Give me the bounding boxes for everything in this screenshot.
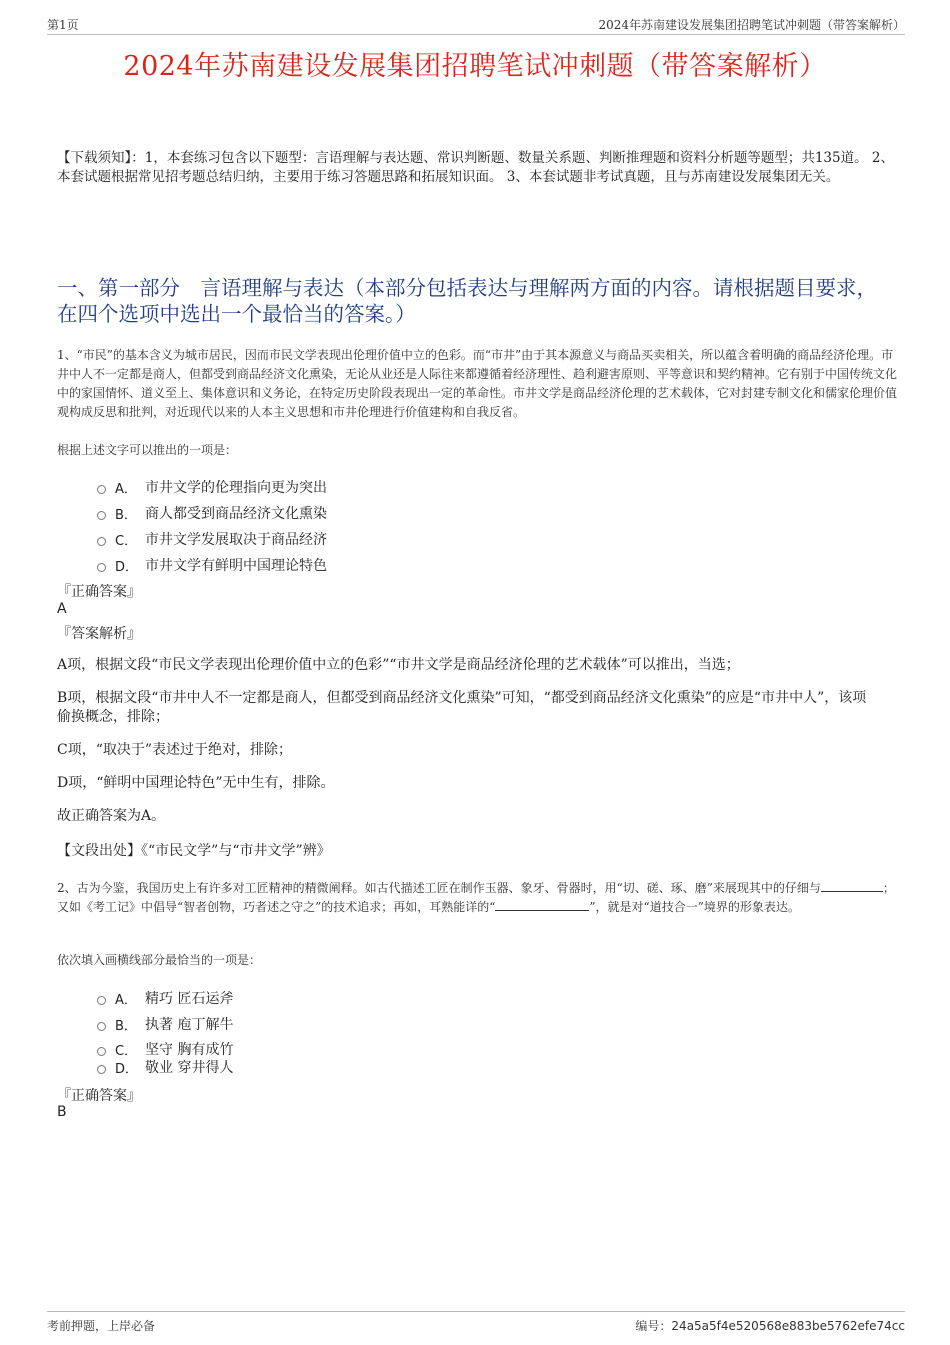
option-letter: A． [115,481,137,497]
header-doc-title: 2024年苏南建设发展集团招聘笔试冲刺题（带答案解析） [598,18,905,32]
option-letter: C． [115,1043,138,1059]
radio-icon[interactable] [97,1022,106,1031]
option-text: 市井文学发展取决于商品经济 [145,532,327,548]
section-heading: 一、第一部分 言语理解与表达（本部分包括表达与理解两方面的内容。请根据题目要求，在四个选项中选出一个最恰当的答案。） [57,276,877,326]
download-notice: 【下载须知】：1，本套练习包含以下题型：言语理解与表达题、常识判断题、数量关系题、判断推理题和资料分析题等题型；共135道。 2、本套试题根据常见招考题总结归纳，主要用于练习答题思路和拓展知识面。 3、本套试题非考试真题，且与苏南建设发展集团无关。 [57,150,894,185]
option-text: 坚守 胸有成竹 [145,1042,234,1058]
q1-option-b[interactable] [97,503,327,523]
page-number: 第1页 [47,18,79,32]
q1-analysis-conclusion: 故正确答案为A。 [57,808,166,824]
option-letter: B． [115,1018,137,1034]
q1-analysis-c: C项，“取决于”表述过于绝对，排除； [57,742,293,758]
option-letter: D． [115,559,139,575]
radio-icon[interactable] [97,1047,106,1056]
q2-stem-part3: ”，就是对“道技合一”境界的形象表达。 [589,900,800,914]
question-1-lead: 根据上述文字可以推出的一项是： [57,443,238,457]
q1-option-a[interactable] [97,477,327,497]
option-letter: B． [115,507,137,523]
question-1-stem: 1、“市民”的基本含义为城市居民，因而市民文学表现出伦理价值中立的色彩。而“市井”由于其本源意义与商品买卖相关，所以蕴含着明确的商品经济伦理。市井中人不一定都是商人，但都受到商品经济文化熏染，无论从业还是人际往来都遵循着经济理性、趋利避害原则、平等意识和契约精神。它有别于中国传统文化中的家国情怀、道义至上、集体意识和义务论，在特定历史阶段表现出一定的革命性。市井文学是商品经济伦理的艺术载体，它对封建专制文化和儒家伦理价值观构成反思和批判，对近现代以来的人本主义思想和市井伦理进行价值建构和自我反省。 [57,348,898,419]
q2-option-b[interactable] [97,1014,233,1034]
radio-icon[interactable] [97,511,106,520]
q1-answer: A [57,601,67,617]
q1-analysis-b: B项，根据文段“市井中人不一定都是商人，但都受到商品经济文化熏染”可知，“都受到商品经济文化熏染”的应是“市井中人”，该项偷换概念，排除； [57,690,867,725]
q1-source: 【文段出处】《“市民文学”与“市井文学”辨》 [57,843,331,859]
option-letter: D． [115,1061,139,1077]
option-text: 执著 庖丁解牛 [145,1017,234,1033]
radio-icon[interactable] [97,996,106,1005]
radio-icon[interactable] [97,537,106,546]
q1-analysis-label: 『答案解析』 [57,626,141,642]
question-2-lead: 依次填入画横线部分最恰当的一项是： [57,953,262,967]
option-letter: C． [115,533,138,549]
q1-analysis-d: D项，“鲜明中国理论特色”无中生有，排除。 [57,775,335,791]
page-header [47,14,905,35]
q1-option-c[interactable] [97,529,327,549]
footer-code-block [635,1317,905,1334]
radio-icon[interactable] [97,485,106,494]
q2-answer: B [57,1104,67,1120]
page-footer [47,1311,905,1336]
footer-code: 24a5a5f4e520568e883be5762efe74cc [671,1319,905,1333]
q1-option-d[interactable] [97,555,327,575]
q1-analysis-a: A项，根据文段“市民文学表现出伦理价值中立的色彩”“市井文学是商品经济伦理的艺术载体”可以推出，当选； [57,657,740,673]
blank-line [495,898,589,911]
radio-icon[interactable] [97,1065,106,1074]
option-text: 敬业 穿井得人 [145,1060,234,1076]
option-text: 市井文学有鲜明中国理论特色 [145,558,327,574]
footer-code-label: 编号： [635,1319,672,1333]
q2-answer-label: 『正确答案』 [57,1088,141,1104]
page-title: 2024年苏南建设发展集团招聘笔试冲刺题（带答案解析） [123,51,827,82]
q2-stem-part1: 2、古为今鉴，我国历史上有许多对工匠精神的精微阐释。如古代描述工匠在制作玉器、象牙、骨器时，用“切、磋、琢、磨”来展现其中的仔细与 [57,881,821,895]
footer-slogan: 考前押题，上岸必备 [47,1319,156,1333]
q2-option-d[interactable] [97,1057,233,1077]
option-letter: A． [115,992,137,1008]
q2-stem-part2: ；又如《考工记》中倡导“智者创物，巧者述之守之”的技术追求；再如，耳熟能详的“ [57,881,895,914]
option-text: 市井文学的伦理指向更为突出 [145,480,327,496]
question-2-stem [57,879,897,917]
q2-option-c[interactable] [97,1039,233,1059]
q2-option-a[interactable] [97,988,233,1008]
radio-icon[interactable] [97,563,106,572]
q1-answer-label: 『正确答案』 [57,584,141,600]
option-text: 商人都受到商品经济文化熏染 [145,506,327,522]
blank-line [821,879,883,892]
option-text: 精巧 匠石运斧 [145,991,234,1007]
